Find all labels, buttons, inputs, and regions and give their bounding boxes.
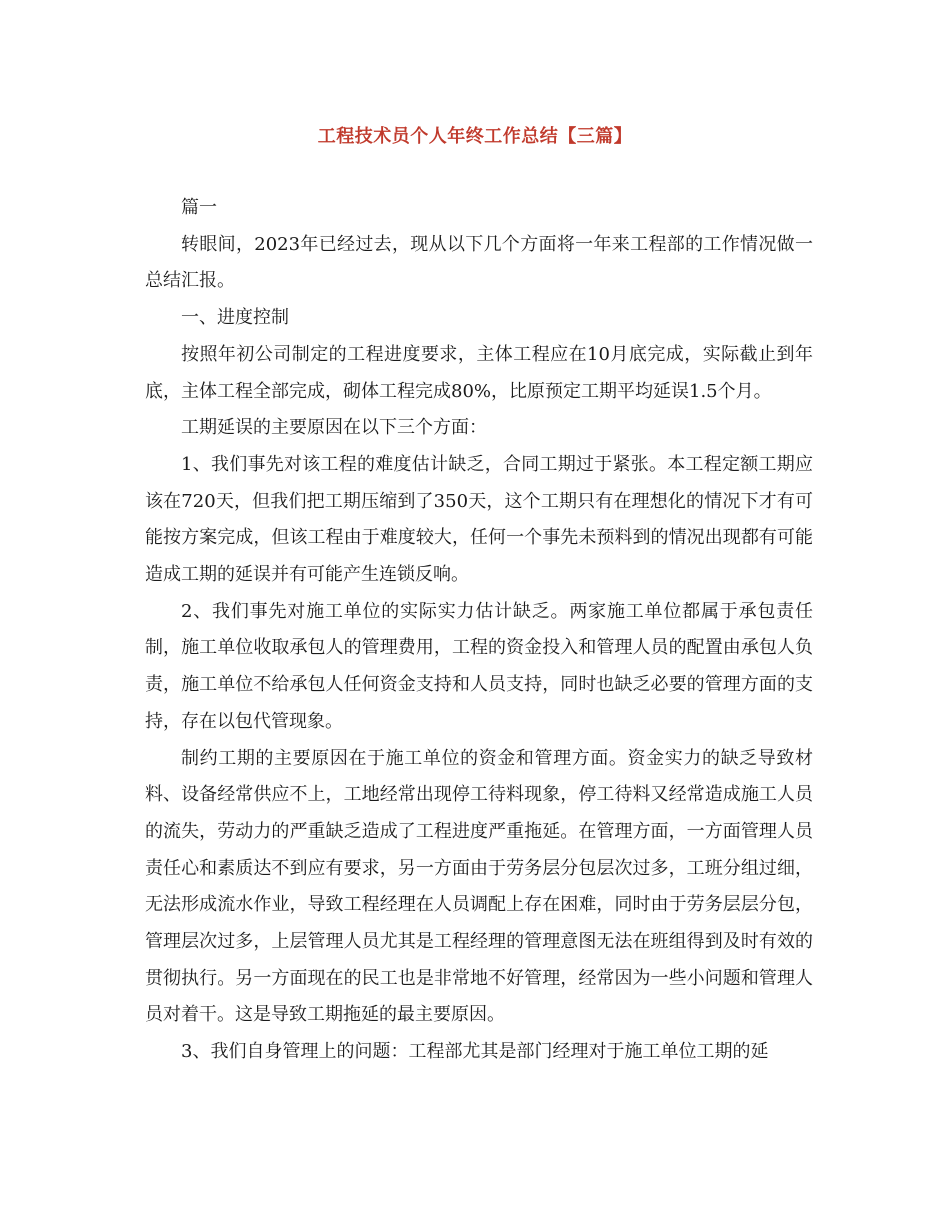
paragraph: 2、我们事先对施工单位的实际实力估计缺乏。两家施工单位都属于承包责任制，施工单位收取承包人的管理费用，工程的资金投入和管理人员的配置由承包人负责，施工单位不给承包人任何资金支持和人员支持，同时也缺乏必要的管理方面的支持，存在以包代管现象。 [145,600,813,732]
paragraph: 转眼间，2023年已经过去，现从以下几个方面将一年来工程部的工作情况做一总结汇报。 [145,233,813,292]
document-title: 工程技术员个人年终工作总结【三篇】 [317,126,633,147]
section-label: 篇一 [181,197,217,218]
document-body [145,190,813,1071]
paragraph: 工期延误的主要原因在以下三个方面： [181,417,487,439]
paragraph: 3、我们自身管理上的问题：工程部尤其是部门经理对于施工单位工期的延 [181,1041,769,1063]
section-heading: 一、进度控制 [181,307,289,329]
paragraph: 1、我们事先对该工程的难度估计缺乏，合同工期过于紧张。本工程定额工期应该在720天，但我们把工期压缩到了350天，这个工期只有在理想化的情况下才有可能按方案完成，但该工程由于难度较大，任何一个事先未预料到的情况出现都有可能造成工期的延误并有可能产生连锁反响。 [145,453,813,586]
paragraph: 制约工期的主要原因在于施工单位的资金和管理方面。资金实力的缺乏导致材料、设备经常供应不上，工地经常出现停工待料现象，停工待料又经常造成施工人员的流失，劳动力的严重缺乏造成了工程进度严重拖延。在管理方面，一方面管理人员责任心和素质达不到应有要求，另一方面由于劳务层分包层次过多，工班分组过细，无法形成流水作业，导致工程经理在人员调配上存在困难，同时由于劳务层层分包，管理层次过多，上层管理人员尤其是工程经理的管理意图无法在班组得到及时有效的贯彻执行。另一方面现在的民工也是非常地不好管理，经常因为一些小问题和管理人员对着干。这是导致工期拖延的最主要原因。 [145,747,813,1026]
paragraph: 按照年初公司制定的工程进度要求，主体工程应在10月底完成，实际截止到年底，主体工程全部完成，砌体工程完成80%，比原预定工期平均延误1.5个月。 [145,343,813,402]
